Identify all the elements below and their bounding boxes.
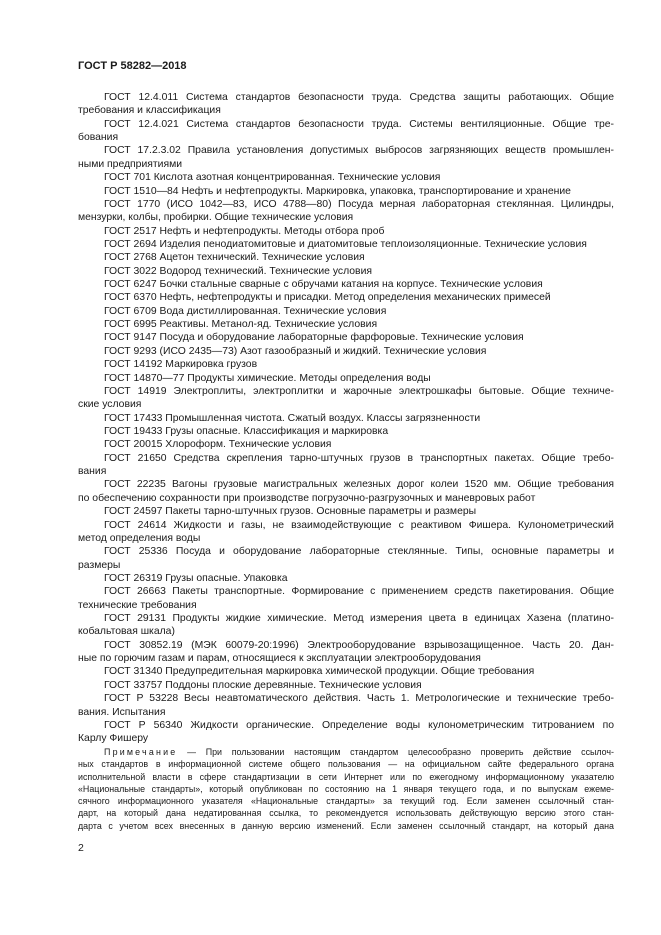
- reference-item: [78, 545, 614, 572]
- note-line: «Национальные стандарты», который опубликован по состоянию на 1 января текущего года, и по выпускам ежеме-: [78, 783, 614, 794]
- reference-item: [78, 665, 614, 678]
- reference-line: ГОСТ 19433 Грузы опасные. Классификация и маркировка: [104, 425, 389, 437]
- reference-item: [78, 385, 614, 412]
- reference-item: [78, 171, 614, 184]
- reference-item: [78, 412, 614, 425]
- reference-item: [78, 612, 614, 639]
- reference-item: [78, 438, 614, 451]
- reference-line: ские условия: [78, 399, 142, 411]
- note-first-line-text: — При пользовании настоящим стандартом целесообразно проверить действие ссылоч-: [177, 747, 614, 757]
- note-line: сячного информационного указателя «Национальные стандарты» за текущий год. Если заменен ссылочный стан-: [78, 796, 614, 807]
- reference-item: [78, 318, 614, 331]
- reference-item: [78, 118, 614, 145]
- reference-item: [78, 198, 614, 225]
- reference-line: вания: [78, 466, 107, 478]
- reference-item: [78, 572, 614, 585]
- reference-line: ГОСТ 30852.19 (МЭК 60079-20:1996) Электрооборудование взрывозащищенное. Часть 20. Дан-: [104, 639, 614, 651]
- reference-line: размеры: [78, 559, 121, 571]
- reference-item: [78, 692, 614, 719]
- note-block: [78, 746, 614, 832]
- reference-line: ГОСТ 29131 Продукты жидкие химические. Метод измерения цвета в единицах Хазена (платино-: [104, 613, 614, 625]
- reference-item: [78, 478, 614, 505]
- reference-line: ГОСТ 6247 Бочки стальные сварные с обручами катания на корпусе. Технические условия: [104, 279, 543, 291]
- reference-line: ГОСТ 14192 Маркировка грузов: [104, 359, 258, 371]
- reference-line: бования: [78, 132, 119, 144]
- reference-line: ГОСТ 25336 Посуда и оборудование лабораторные стеклянные. Типы, основные параметры и: [104, 546, 614, 558]
- reference-line: по обеспечению сохранности при производстве погрузочно-разгрузочных и маневровых работ: [78, 492, 536, 504]
- reference-line: ГОСТ 31340 Предупредительная маркировка химической продукции. Общие требования: [104, 666, 535, 678]
- reference-line: ГОСТ 26319 Грузы опасные. Упаковка: [104, 572, 288, 584]
- reference-item: [78, 719, 614, 746]
- reference-item: [78, 372, 614, 385]
- reference-line: ГОСТ 9293 (ИСО 2435—73) Азот газообразный и жидкий. Технические условия: [104, 345, 487, 357]
- reference-line: ные по горючим газам и парам, относящиеся к эксплуатации электрооборудования: [78, 653, 481, 665]
- reference-item: [78, 452, 614, 479]
- reference-line: ГОСТ 9147 Посуда и оборудование лабораторные фарфоровые. Технические условия: [104, 332, 524, 344]
- reference-line: кобальтовая шкала): [78, 626, 175, 638]
- reference-line: ГОСТ 1770 (ИСО 1042—83, ИСО 4788—80) Посуда мерная лабораторная стеклянная. Цилиндры,: [104, 198, 614, 210]
- reference-item: [78, 679, 614, 692]
- reference-line: ГОСТ 2694 Изделия пенодиатомитовые и диатомитовые теплоизоляционные. Технические условия: [104, 238, 587, 250]
- reference-line: метод определения воды: [78, 532, 201, 544]
- reference-item: [78, 519, 614, 546]
- reference-item: [78, 425, 614, 438]
- note-first-line: [78, 746, 614, 758]
- document-header: ГОСТ Р 58282—2018: [78, 60, 187, 72]
- reference-line: ГОСТ 26663 Пакеты транспортные. Формирование с применением средств пакетирования. Общие: [104, 586, 614, 598]
- reference-line: ГОСТ 22235 Вагоны грузовые магистральных железных дорог колеи 1520 мм. Общие требования: [104, 479, 614, 491]
- reference-line: технические требования: [78, 599, 197, 611]
- reference-item: [78, 585, 614, 612]
- note-line: ных стандартов в информационной системе общего пользования — на официальном сайте федерального органа: [78, 759, 614, 770]
- reference-line: ГОСТ 24614 Жидкости и газы, не взаимодействующие с реактивом Фишера. Кулонометрический: [104, 519, 614, 531]
- note-line: дарт, на который дана недатированная ссылка, то рекомендуется использовать действующую версию этого стан-: [78, 808, 614, 819]
- reference-line: Карлу Фишеру: [78, 733, 149, 745]
- reference-item: [78, 278, 614, 291]
- reference-item: [78, 331, 614, 344]
- reference-item: [78, 251, 614, 264]
- reference-line: ГОСТ 14870—77 Продукты химические. Методы определения воды: [104, 372, 431, 384]
- reference-item: [78, 185, 614, 198]
- reference-item: [78, 305, 614, 318]
- reference-item: [78, 291, 614, 304]
- reference-item: [78, 265, 614, 278]
- reference-line: ГОСТ 6995 Реактивы. Метанол-яд. Технические условия: [104, 319, 378, 331]
- note-line: исполнительной власти в сфере стандартизации в сети Интернет или по ежегодному информационному указателю: [78, 771, 614, 782]
- reference-line: ГОСТ 1510—84 Нефть и нефтепродукты. Маркировка, упаковка, транспортирование и хранение: [104, 185, 571, 197]
- reference-item: [78, 505, 614, 518]
- reference-line: ГОСТ 2768 Ацетон технический. Технические условия: [104, 252, 365, 264]
- reference-item: [78, 225, 614, 238]
- reference-line: ГОСТ 2517 Нефть и нефтепродукты. Методы отбора проб: [104, 225, 385, 237]
- reference-line: ГОСТ 701 Кислота азотная концентрированная. Технические условия: [104, 172, 441, 184]
- reference-line: мензурки, колбы, пробирки. Общие технические условия: [78, 212, 354, 224]
- reference-line: ГОСТ 12.4.011 Система стандартов безопасности труда. Средства защиты работающих. Общие: [104, 92, 614, 103]
- reference-line: ГОСТ 6370 Нефть, нефтепродукты и присадки. Метод определения механических примесей: [104, 292, 551, 304]
- note-label: Примечание: [104, 747, 178, 757]
- reference-line: вания. Испытания: [78, 706, 166, 718]
- reference-line: ГОСТ 17433 Промышленная чистота. Сжатый воздух. Классы загрязненности: [104, 412, 481, 424]
- reference-item: [78, 345, 614, 358]
- reference-item: [78, 358, 614, 371]
- reference-line: ГОСТ 12.4.021 Система стандартов безопасности труда. Системы вентиляционные. Общие тре-: [104, 118, 614, 130]
- reference-line: ГОСТ 17.2.3.02 Правила установления допустимых выбросов загрязняющих веществ промышлен-: [104, 145, 614, 157]
- reference-item: [78, 238, 614, 251]
- reference-line: ГОСТ 14919 Электроплиты, электроплитки и жарочные электрошкафы бытовые. Общие техниче-: [104, 385, 614, 397]
- reference-line: ГОСТ 20015 Хлороформ. Технические условия: [104, 439, 332, 451]
- normative-references-list: [78, 91, 614, 746]
- reference-line: ГОСТ 6709 Вода дистиллированная. Технические условия: [104, 305, 387, 317]
- page-number: 2: [78, 842, 84, 854]
- reference-line: ГОСТ Р 56340 Жидкости органические. Определение воды кулонометрическим титрованием по: [104, 719, 614, 731]
- reference-line: ГОСТ 3022 Водород технический. Технические условия: [104, 265, 373, 277]
- note-line: дарта с учетом всех внесенных в данную версию изменений. Если заменен ссылочный стандарт, на который дана: [78, 820, 614, 831]
- reference-line: ными предприятиями: [78, 158, 183, 170]
- reference-line: ГОСТ 33757 Поддоны плоские деревянные. Технические условия: [104, 679, 422, 691]
- reference-item: [78, 91, 614, 118]
- reference-line: ГОСТ Р 53228 Весы неавтоматического действия. Часть 1. Метрологические и технические требо-: [104, 693, 614, 705]
- reference-line: ГОСТ 21650 Средства скрепления тарно-штучных грузов в транспортных пакетах. Общие требо-: [104, 452, 614, 464]
- reference-line: требования и классификация: [78, 105, 221, 117]
- reference-item: [78, 639, 614, 666]
- reference-line: ГОСТ 24597 Пакеты тарно-штучных грузов. Основные параметры и размеры: [104, 506, 477, 518]
- reference-item: [78, 144, 614, 171]
